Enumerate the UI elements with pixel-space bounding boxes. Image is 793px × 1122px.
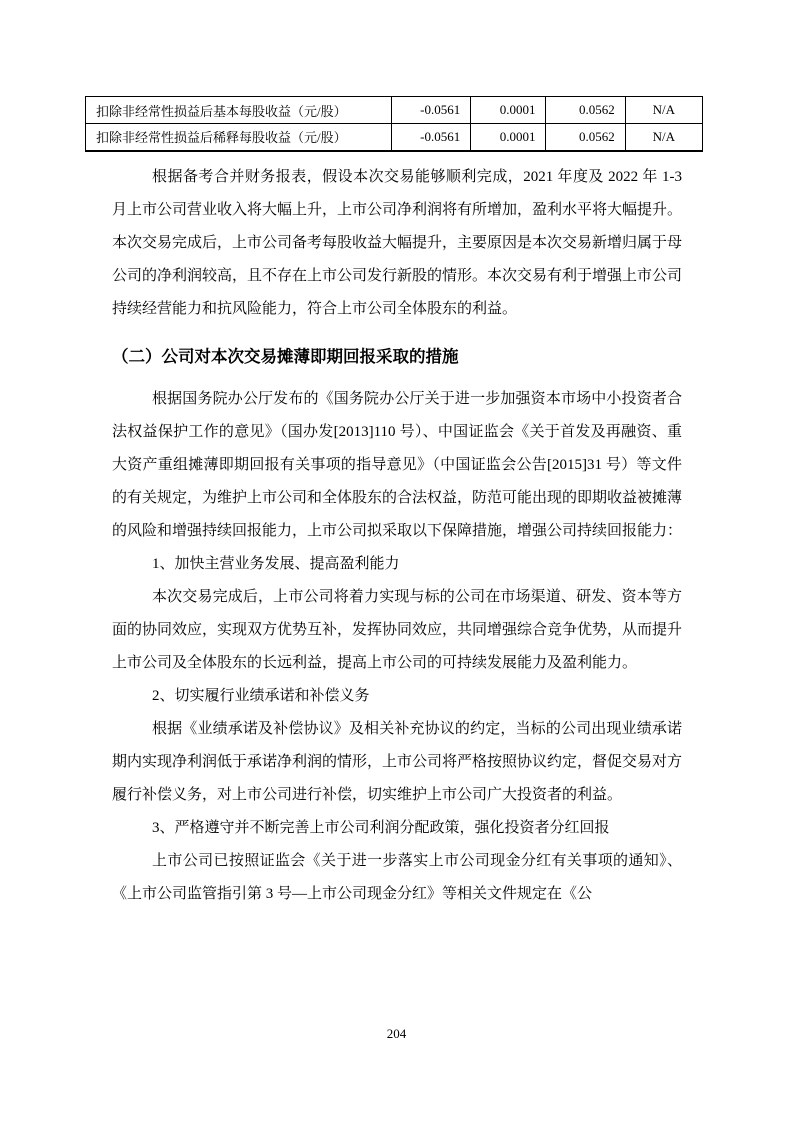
value-cell: 0.0001: [471, 124, 546, 151]
numbered-item-3: 3、严格遵守并不断完善上市公司利润分配政策，强化投资者分红回报: [152, 820, 610, 836]
table-row: [86, 97, 703, 124]
value-cell: 0.0562: [546, 124, 625, 151]
value-cell: 0.0001: [471, 97, 546, 124]
eps-table: [85, 96, 703, 152]
value-cell: N/A: [625, 97, 702, 124]
value-cell: 0.0562: [546, 97, 625, 124]
paragraph-item-1: 本次交易完成后，上市公司将着力实现与标的公司在市场渠道、研发、资本等方面的协同效应，实现双方优势互补，发挥协同效应，共同增强综合竞争优势，从而提升上市公司及全体股东的长远利益，提高上市公司的可持续发展能力及盈利能力。: [112, 589, 683, 671]
page-number: 204: [386, 1026, 407, 1041]
table-row: [86, 124, 703, 151]
row-label: 扣除非经常性损益后稀释每股收益（元/股）: [86, 124, 392, 151]
paragraph-intro: 根据备考合并财务报表，假设本次交易能够顺利完成，2021 年度及 2022 年 1-3 月上市公司营业收入将大幅上升，上市公司净利润将有所增加，盈利水平将大幅提升。本次交易完成后，上市公司备考每股收益大幅提升，主要原因是本次交易新增归属于母公司的净利润较高，且不存在上市公司发行新股的情形。本次交易有利于增强上市公司持续经营能力和抗风险能力，符合上市公司全体股东的利益。: [112, 169, 683, 317]
eps-table-container: [85, 96, 703, 152]
section-heading: （二）公司对本次交易摊薄即期回报采取的措施: [112, 348, 459, 366]
row-label: 扣除非经常性损益后基本每股收益（元/股）: [86, 97, 392, 124]
numbered-item-1: 1、加快主营业务发展、提高盈利能力: [152, 556, 400, 572]
paragraph-item-2: 根据《业绩承诺及补偿协议》及相关补充协议的约定，当标的公司出现业绩承诺期内实现净利润低于承诺净利润的情形，上市公司将严格按照协议约定，督促交易对方履行补偿义务，对上市公司进行补偿，切实维护上市公司广大投资者的利益。: [112, 721, 683, 803]
document-body: [112, 161, 682, 911]
value-cell: -0.0561: [391, 124, 470, 151]
value-cell: N/A: [625, 124, 702, 151]
paragraph-item-3: 上市公司已按照证监会《关于进一步落实上市公司现金分红有关事项的通知》、《上市公司监管指引第 3 号—上市公司现金分红》等相关文件规定在《公: [112, 853, 682, 902]
paragraph-policy: 根据国务院办公厅发布的《国务院办公厅关于进一步加强资本市场中小投资者合法权益保护工作的意见》（国办发[2013]110 号）、中国证监会《关于首发及再融资、重大资产重组摊薄即期回报有关事项的指导意见》（中国证监会公告[2015]31 号）等文件的有关规定，为维护上市公司和全体股东的合法权益，防范可能出现的即期收益被摊薄的风险和增强持续回报能力，上市公司拟采取以下保障措施，增强公司持续回报能力：: [112, 391, 683, 539]
value-cell: -0.0561: [391, 97, 470, 124]
numbered-item-2: 2、切实履行业绩承诺和补偿义务: [152, 688, 370, 704]
